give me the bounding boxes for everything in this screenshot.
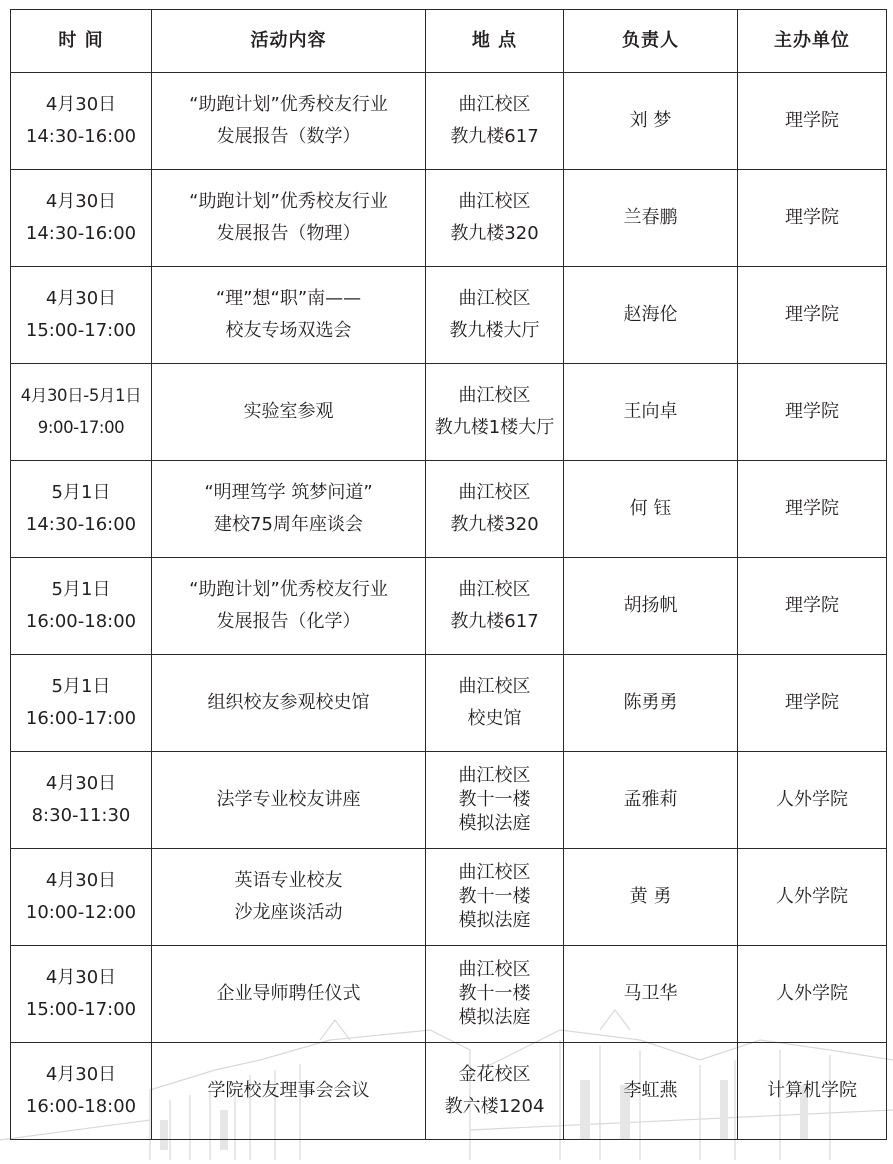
content-cell: [152, 558, 426, 655]
location-line: 教九楼617: [450, 611, 539, 632]
person-cell: 刘 梦: [564, 73, 738, 170]
person-cell: 马卫华: [564, 946, 738, 1043]
location-line: 曲江校区: [458, 765, 531, 786]
host-cell: 理学院: [738, 267, 887, 364]
header-host: 主办单位: [738, 10, 887, 73]
host-cell: 人外学院: [738, 946, 887, 1043]
location-cell: [426, 946, 564, 1043]
location-line: 教九楼320: [450, 514, 539, 535]
date-text: 4月30日: [45, 191, 117, 212]
header-location: 地 点: [426, 10, 564, 73]
content-cell: [152, 267, 426, 364]
date-text: 4月30日: [45, 773, 117, 794]
time-cell: [11, 655, 152, 752]
location-line: 曲江校区: [458, 959, 531, 980]
time-cell: [11, 73, 152, 170]
content-cell: [152, 364, 426, 461]
person-cell: 王向卓: [564, 364, 738, 461]
header-row: [11, 10, 887, 73]
content-line: 组织校友参观校史馆: [207, 692, 370, 713]
table-row: [11, 170, 887, 267]
location-cell: [426, 1043, 564, 1140]
header-person: 负责人: [564, 10, 738, 73]
content-line: 实验室参观: [243, 401, 334, 422]
content-cell: [152, 1043, 426, 1140]
content-line: 英语专业校友: [234, 870, 343, 891]
content-line: 校友专场双选会: [225, 320, 352, 341]
location-line: 模拟法庭: [458, 1007, 531, 1028]
time-range-text: 16:00-17:00: [25, 708, 137, 729]
time-range-text: 15:00-17:00: [25, 999, 137, 1020]
host-cell: 计算机学院: [738, 1043, 887, 1140]
location-line: 教九楼617: [450, 126, 539, 147]
time-range-text: 10:00-12:00: [25, 902, 137, 923]
content-line: “助跑计划”优秀校友行业: [189, 191, 388, 212]
table-row: [11, 267, 887, 364]
time-cell: [11, 849, 152, 946]
date-text: 5月1日: [51, 482, 111, 503]
table-row: [11, 946, 887, 1043]
location-line: 曲江校区: [458, 482, 531, 503]
location-line: 校史馆: [467, 708, 522, 729]
location-line: 曲江校区: [458, 676, 531, 697]
location-line: 曲江校区: [458, 94, 531, 115]
location-line: 曲江校区: [458, 191, 531, 212]
host-cell: 理学院: [738, 73, 887, 170]
content-line: “助跑计划”优秀校友行业: [189, 579, 388, 600]
content-line: “明理笃学 筑梦问道”: [204, 482, 373, 503]
time-cell: [11, 558, 152, 655]
location-line: 教九楼大厅: [449, 320, 540, 341]
person-cell: 李虹燕: [564, 1043, 738, 1140]
location-cell: [426, 267, 564, 364]
time-cell: [11, 1043, 152, 1140]
person-cell: 胡扬帆: [564, 558, 738, 655]
time-cell: [11, 946, 152, 1043]
time-range-text: 9:00-17:00: [37, 418, 125, 437]
header-content: 活动内容: [152, 10, 426, 73]
content-line: 发展报告（数学）: [216, 126, 361, 147]
location-cell: [426, 752, 564, 849]
host-cell: 理学院: [738, 655, 887, 752]
time-range-text: 16:00-18:00: [25, 1096, 137, 1117]
header-time: 时 间: [11, 10, 152, 73]
time-cell: [11, 752, 152, 849]
person-cell: 兰春鹏: [564, 170, 738, 267]
location-cell: [426, 558, 564, 655]
host-cell: 理学院: [738, 364, 887, 461]
table-row: [11, 364, 887, 461]
table-row: [11, 752, 887, 849]
content-cell: [152, 461, 426, 558]
date-text: 4月30日: [45, 94, 117, 115]
content-line: 发展报告（化学）: [216, 611, 361, 632]
activity-schedule-table: [10, 9, 887, 1140]
time-range-text: 15:00-17:00: [25, 320, 137, 341]
content-line: 沙龙座谈活动: [234, 902, 343, 923]
person-cell: 何 钰: [564, 461, 738, 558]
content-line: 法学专业校友讲座: [216, 789, 361, 810]
location-cell: [426, 655, 564, 752]
location-line: 教九楼1楼大厅: [434, 417, 555, 438]
location-line: 曲江校区: [458, 385, 531, 406]
location-line: 曲江校区: [458, 288, 531, 309]
table-row: [11, 655, 887, 752]
content-cell: [152, 946, 426, 1043]
date-text: 4月30日: [45, 870, 117, 891]
content-line: “理”想“职”南——: [215, 288, 362, 309]
content-cell: [152, 849, 426, 946]
date-text: 4月30日: [45, 1064, 117, 1085]
location-line: 教九楼320: [450, 223, 539, 244]
date-text: 4月30日-5月1日: [20, 386, 142, 405]
table-row: [11, 73, 887, 170]
time-cell: [11, 170, 152, 267]
content-line: 学院校友理事会会议: [207, 1080, 370, 1101]
content-cell: [152, 752, 426, 849]
date-text: 5月1日: [51, 579, 111, 600]
location-line: 教十一楼: [458, 886, 531, 907]
location-cell: [426, 849, 564, 946]
location-line: 模拟法庭: [458, 910, 531, 931]
time-cell: [11, 364, 152, 461]
time-range-text: 16:00-18:00: [25, 611, 137, 632]
time-range-text: 14:30-16:00: [25, 514, 137, 535]
location-line: 曲江校区: [458, 862, 531, 883]
person-cell: 孟雅莉: [564, 752, 738, 849]
time-range-text: 14:30-16:00: [25, 223, 137, 244]
table-row: [11, 849, 887, 946]
date-text: 4月30日: [45, 288, 117, 309]
host-cell: 理学院: [738, 558, 887, 655]
time-range-text: 8:30-11:30: [31, 805, 131, 826]
host-cell: 人外学院: [738, 849, 887, 946]
time-cell: [11, 267, 152, 364]
content-line: “助跑计划”优秀校友行业: [189, 94, 388, 115]
person-cell: 陈勇勇: [564, 655, 738, 752]
content-cell: [152, 170, 426, 267]
date-text: 5月1日: [51, 676, 111, 697]
location-line: 金花校区: [458, 1064, 531, 1085]
time-range-text: 14:30-16:00: [25, 126, 137, 147]
location-line: 教十一楼: [458, 983, 531, 1004]
time-cell: [11, 461, 152, 558]
location-line: 曲江校区: [458, 579, 531, 600]
content-line: 建校75周年座谈会: [214, 514, 363, 535]
table-row: [11, 558, 887, 655]
location-line: 教六楼1204: [444, 1096, 545, 1117]
content-line: 发展报告（物理）: [216, 223, 361, 244]
location-line: 模拟法庭: [458, 813, 531, 834]
location-line: 教十一楼: [458, 789, 531, 810]
location-cell: [426, 461, 564, 558]
content-line: 企业导师聘任仪式: [216, 983, 361, 1004]
content-cell: [152, 655, 426, 752]
person-cell: 赵海伦: [564, 267, 738, 364]
table-row: [11, 1043, 887, 1140]
content-cell: [152, 73, 426, 170]
host-cell: 理学院: [738, 170, 887, 267]
location-cell: [426, 170, 564, 267]
person-cell: 黄 勇: [564, 849, 738, 946]
location-cell: [426, 364, 564, 461]
location-cell: [426, 73, 564, 170]
table-row: [11, 461, 887, 558]
host-cell: 理学院: [738, 461, 887, 558]
date-text: 4月30日: [45, 967, 117, 988]
host-cell: 人外学院: [738, 752, 887, 849]
